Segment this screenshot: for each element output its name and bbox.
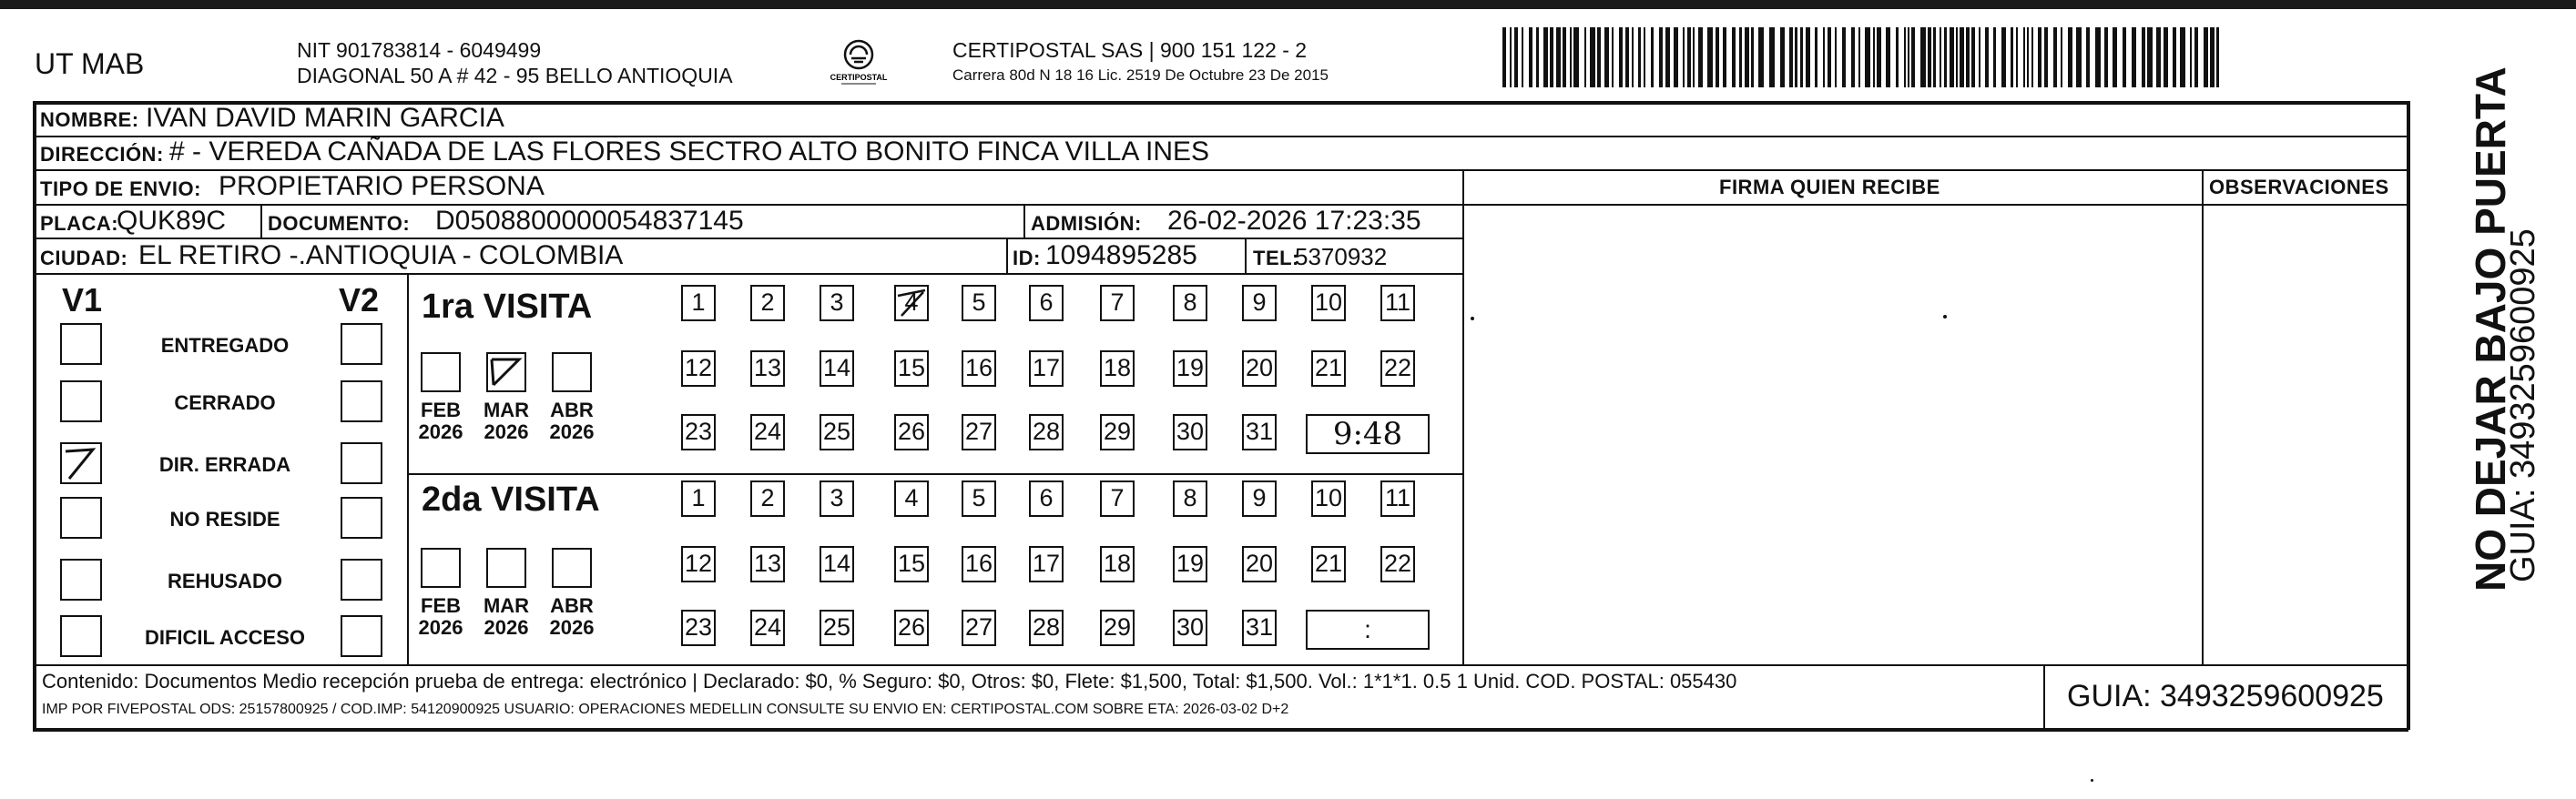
company-name: UT MAB	[35, 47, 145, 80]
first-visit-title: 1ra VISITA	[422, 288, 593, 326]
day-box[interactable]: 4	[894, 285, 929, 321]
day-box[interactable]: 18	[1100, 350, 1135, 387]
day-box[interactable]: 19	[1173, 350, 1207, 387]
time-box[interactable]: :	[1306, 610, 1430, 650]
time-box[interactable]: 9:48	[1306, 414, 1430, 454]
status-label: REHUSADO	[168, 570, 282, 592]
certipostal-title: CERTIPOSTAL SAS | 900 151 122 - 2	[952, 38, 1308, 62]
day-box[interactable]: 24	[750, 414, 785, 450]
day-box[interactable]: 2	[750, 285, 785, 321]
day-box[interactable]: 24	[750, 610, 785, 646]
day-box[interactable]: 13	[750, 546, 785, 582]
certipostal-logo	[830, 38, 888, 91]
tipo-envio-label: TIPO DE ENVIO:	[40, 177, 201, 200]
day-box[interactable]: 30	[1173, 610, 1207, 646]
month-label: ABR 2026	[549, 399, 595, 444]
day-box[interactable]: 22	[1380, 546, 1415, 582]
day-box[interactable]: 17	[1029, 350, 1064, 387]
day-box[interactable]: 16	[962, 350, 996, 387]
observaciones-header: OBSERVACIONES	[2209, 176, 2389, 198]
day-box[interactable]: 13	[750, 350, 785, 387]
nit-text: NIT 901783814 - 6049499	[297, 38, 542, 62]
day-box[interactable]: 3	[820, 480, 854, 517]
month-checkbox[interactable]	[552, 548, 592, 588]
v1-checkbox[interactable]	[60, 615, 102, 657]
contenido-text: Contenido: Documentos Medio recepción prueba de entrega: electrónico | Declarado: $0, % Seguro: $0, Otros: $0, Flete: $1,500, Total: $1,500. Vol.: 1*1*1. 0.5 1 Unid. COD. POSTAL: 055430	[42, 670, 1737, 693]
ciudad-value: EL RETIRO -.ANTIOQUIA - COLOMBIA	[138, 240, 624, 270]
status-label: DIR. ERRADA	[158, 453, 291, 476]
day-box[interactable]: 7	[1100, 285, 1135, 321]
nombre-value: IVAN DAVID MARIN GARCIA	[146, 103, 504, 133]
day-box[interactable]: 8	[1173, 285, 1207, 321]
day-box[interactable]: 12	[681, 350, 716, 387]
month-checkbox[interactable]	[486, 352, 526, 392]
day-box[interactable]: 9	[1242, 285, 1277, 321]
v1-checkbox[interactable]	[60, 442, 102, 484]
day-box[interactable]: 16	[962, 546, 996, 582]
day-box[interactable]: 9	[1242, 480, 1277, 517]
ciudad-label: CIUDAD:	[40, 247, 128, 269]
day-box[interactable]: 10	[1311, 480, 1346, 517]
v2-checkbox[interactable]	[341, 559, 382, 601]
status-label: ENTREGADO	[160, 334, 290, 357]
day-box[interactable]: 19	[1173, 546, 1207, 582]
svg-text:CERTIPOSTAL: CERTIPOSTAL	[830, 73, 888, 82]
month-label: MAR 2026	[483, 399, 530, 444]
day-box[interactable]: 23	[681, 610, 716, 646]
month-label: FEB 2026	[418, 399, 463, 444]
month-checkbox[interactable]	[486, 548, 526, 588]
day-box[interactable]: 20	[1242, 546, 1277, 582]
day-box[interactable]: 18	[1100, 546, 1135, 582]
day-box[interactable]: 26	[894, 610, 929, 646]
id-value: 1094895285	[1045, 240, 1197, 270]
documento-label: DOCUMENTO:	[268, 212, 411, 235]
day-box[interactable]: 14	[820, 546, 854, 582]
v2-checkbox[interactable]	[341, 380, 382, 422]
v2-checkbox[interactable]	[341, 615, 382, 657]
day-box[interactable]: 29	[1100, 414, 1135, 450]
pen-mark	[2091, 779, 2093, 782]
month-label: ABR 2026	[549, 594, 595, 640]
status-label: DIFICIL ACCESO	[144, 626, 305, 649]
day-box[interactable]: 22	[1380, 350, 1415, 387]
sender-address: DIAGONAL 50 A # 42 - 95 BELLO ANTIOQUIA	[297, 64, 733, 87]
top-edge	[0, 0, 2576, 9]
nombre-label: NOMBRE:	[40, 108, 139, 131]
firma-header: FIRMA QUIEN RECIBE	[1719, 176, 1940, 198]
second-visit-title: 2da VISITA	[422, 480, 600, 519]
day-box[interactable]: 20	[1242, 350, 1277, 387]
day-box[interactable]: 30	[1173, 414, 1207, 450]
barcode	[1502, 27, 2224, 87]
day-box[interactable]: 12	[681, 546, 716, 582]
side-guia: GUIA: 3493259600925	[2504, 228, 2542, 582]
day-box[interactable]: 27	[962, 610, 996, 646]
day-box[interactable]: 26	[894, 414, 929, 450]
day-box[interactable]: 5	[962, 285, 996, 321]
v2-checkbox[interactable]	[341, 497, 382, 539]
day-box[interactable]: 23	[681, 414, 716, 450]
day-box[interactable]: 1	[681, 480, 716, 517]
day-box[interactable]: 8	[1173, 480, 1207, 517]
day-box[interactable]: 25	[820, 610, 854, 646]
id-label: ID:	[1013, 247, 1041, 269]
admision-value: 26-02-2026 17:23:35	[1167, 206, 1421, 236]
day-box[interactable]: 2	[750, 480, 785, 517]
tipo-envio-value: PROPIETARIO PERSONA	[219, 171, 545, 201]
day-box[interactable]: 27	[962, 414, 996, 450]
month-checkbox[interactable]	[421, 352, 461, 392]
v1-checkbox[interactable]	[60, 323, 102, 365]
v1-checkbox[interactable]	[60, 497, 102, 539]
direccion-label: DIRECCIÓN:	[40, 143, 164, 166]
day-box[interactable]: 21	[1311, 546, 1346, 582]
placa-label: PLACA:	[40, 212, 119, 235]
no-dejar-warning: NO DEJAR BAJO PUERTA	[2467, 66, 2514, 592]
day-box[interactable]: 28	[1029, 610, 1064, 646]
day-box[interactable]: 17	[1029, 546, 1064, 582]
day-box[interactable]: 1	[681, 285, 716, 321]
day-box[interactable]: 4	[894, 480, 929, 517]
pen-mark	[1943, 315, 1947, 319]
imp-text: IMP POR FIVEPOSTAL ODS: 25157800925 / COD.IMP: 54120900925 USUARIO: OPERACIONES MEDELLIN CONSULTE SU ENVIO EN: CERTIPOSTAL.COM SOBRE ETA: 2026-03-02 D+2	[42, 702, 1289, 717]
month-checkbox[interactable]	[421, 548, 461, 588]
day-box[interactable]: 11	[1380, 285, 1415, 321]
tel-label: TEL:	[1253, 247, 1299, 269]
month-label: FEB 2026	[418, 594, 463, 640]
day-box[interactable]: 11	[1380, 480, 1415, 517]
month-label: MAR 2026	[483, 594, 530, 640]
day-box[interactable]: 21	[1311, 350, 1346, 387]
v2-header: V2	[339, 281, 380, 319]
day-box[interactable]: 14	[820, 350, 854, 387]
day-box[interactable]: 25	[820, 414, 854, 450]
day-box[interactable]: 6	[1029, 480, 1064, 517]
documento-value: D0508800000054837145	[435, 206, 744, 236]
certipostal-license: Carrera 80d N 18 16 Lic. 2519 De Octubre 23 De 2015	[952, 66, 1329, 84]
admision-label: ADMISIÓN:	[1031, 212, 1142, 235]
direccion-value: # - VEREDA CAÑADA DE LAS FLORES SECTRO ALTO BONITO FINCA VILLA INES	[169, 137, 1210, 167]
v1-checkbox[interactable]	[60, 380, 102, 422]
day-box[interactable]: 6	[1029, 285, 1064, 321]
v1-header: V1	[62, 281, 103, 319]
day-box[interactable]: 7	[1100, 480, 1135, 517]
day-box[interactable]: 29	[1100, 610, 1135, 646]
v2-checkbox[interactable]	[341, 323, 382, 365]
status-label: NO RESIDE	[169, 508, 280, 531]
v2-checkbox[interactable]	[341, 442, 382, 484]
status-label: CERRADO	[174, 391, 276, 414]
footer-guia: GUIA: 3493259600925	[2067, 679, 2384, 713]
day-box[interactable]: 15	[894, 350, 929, 387]
placa-value: QUK89C	[117, 206, 227, 236]
day-box[interactable]: 31	[1242, 610, 1277, 646]
day-box[interactable]: 5	[962, 480, 996, 517]
month-checkbox[interactable]	[552, 352, 592, 392]
day-box[interactable]: 28	[1029, 414, 1064, 450]
day-box[interactable]: 3	[820, 285, 854, 321]
day-box[interactable]: 31	[1242, 414, 1277, 450]
day-box[interactable]: 10	[1311, 285, 1346, 321]
tel-value: 5370932	[1295, 243, 1388, 270]
pen-mark	[1471, 317, 1474, 320]
day-box[interactable]: 15	[894, 546, 929, 582]
v1-checkbox[interactable]	[60, 559, 102, 601]
